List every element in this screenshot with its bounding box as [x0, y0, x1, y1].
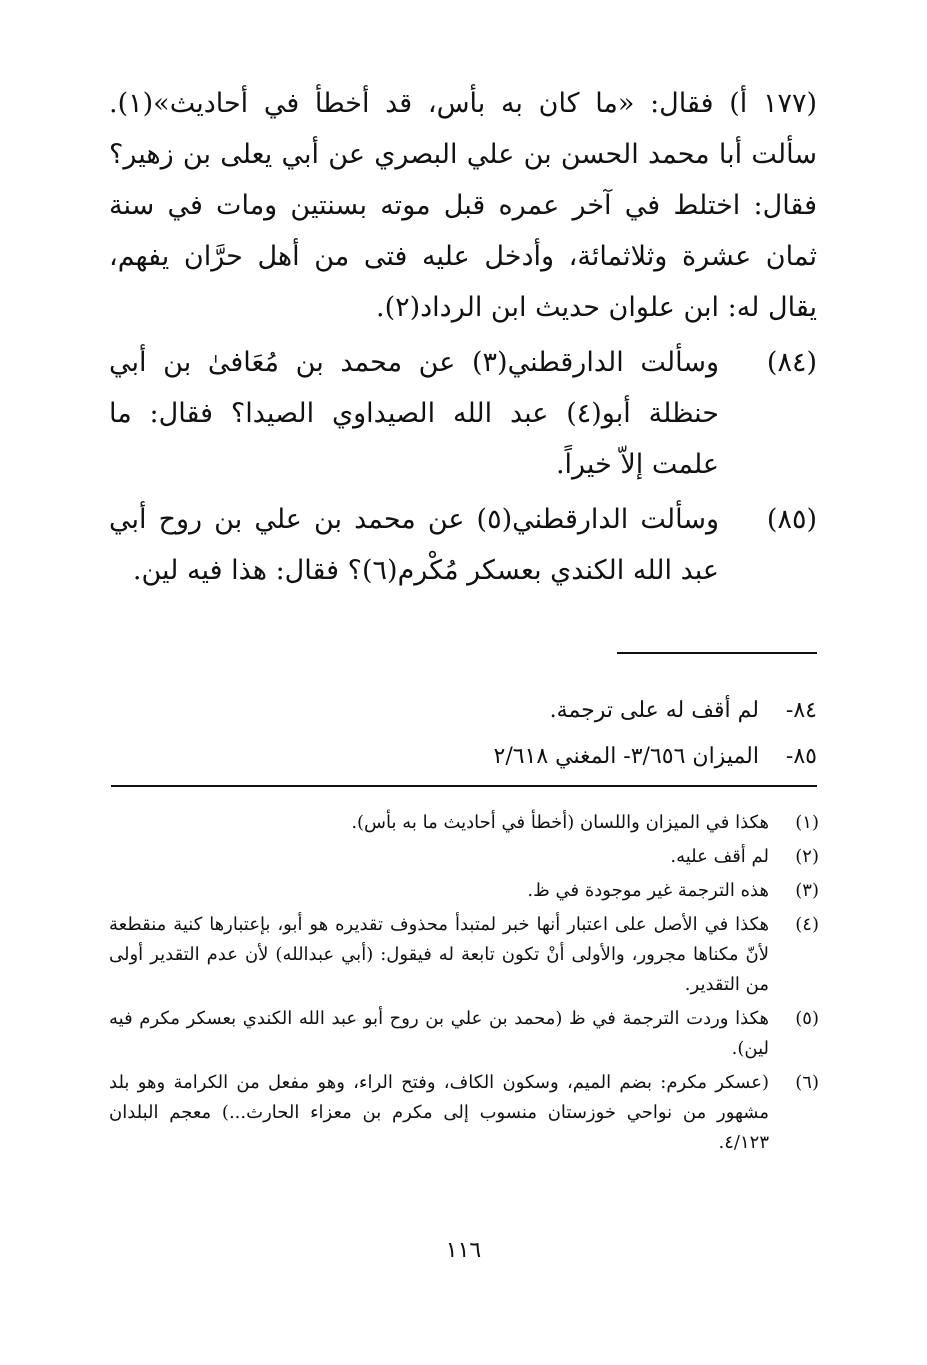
footnote [109, 876, 819, 906]
reference-text: الميزان ٣/٦٥٦- المغني ٢/٦١٨ [493, 744, 759, 769]
divider-bottom [111, 785, 817, 787]
page-number: ١١٦ [445, 1238, 482, 1263]
entry-text: وسألت الدارقطني(٣) عن محمد بن مُعَافىٰ بن أبي حنظلة أبو(٤) عبد الله الصيداوي الصيدا؟ فقال: ما علمت إلاّ خيراً. [109, 347, 719, 480]
footnote-number: (٥) [795, 1008, 819, 1029]
reference-item [111, 688, 817, 734]
entry-text: وسألت الدارقطني(٥) عن محمد بن علي بن روح أبي عبد الله الكندي بعسكر مُكْرم(٦)؟ فقال: هذا فيه لين. [109, 504, 720, 586]
entry-number: (٨٤) [766, 347, 817, 378]
footnote [109, 910, 819, 1000]
references [111, 688, 817, 780]
footnote [109, 842, 819, 872]
footnote-number: (٦) [795, 1072, 819, 1093]
footnotes [109, 808, 819, 1162]
footnote-number: (٢) [795, 846, 819, 867]
footnote [109, 808, 819, 838]
reference-number: ٨٥- [785, 744, 817, 769]
footnote-text: هكذا في الأصل على اعتبار أنها خبر لمتبدأ محذوف تقديره هو أبو، بإعتبارها كنية منقطعة لأنّ مكناها مجرور، والأولى أنْ تكون تابعة له فيقول: (أبي عبدالله) لأن عدم التقدير أولى من التقدير. [109, 914, 769, 995]
reference-number: ٨٤- [785, 698, 817, 723]
footnote-number: (١) [795, 812, 819, 833]
intro-paragraph: (١٧٧ أ) فقال: «ما كان به بأس، قد أخطأ في أحاديث»(١). سألت أبا محمد الحسن بن علي البصري عن أبي يعلى بن زهير؟ فقال: اختلط في آخر عمره قبل موته بسنتين ومات في سنة ثمان عشرة وثلاثمائة، وأدخل عليه فتى من أهل حرَّان يفهم، يقال له: ابن علوان حديث ابن الرداد(٢). [109, 88, 817, 323]
footnote-text: هكذا وردت الترجمة في ظ (محمد بن علي بن روح أبو عبد الله الكندي بعسكر مكرم فيه لين). [109, 1008, 769, 1059]
footnote-number: (٤) [795, 914, 819, 935]
footnote-text: هذه الترجمة غير موجودة في ظ. [527, 880, 769, 901]
main-text [109, 78, 817, 596]
footnote [109, 1068, 819, 1158]
reference-text: لم أقف له على ترجمة. [549, 698, 759, 723]
entry-84 [109, 337, 817, 490]
footnote-number: (٣) [795, 880, 819, 901]
divider-top [617, 652, 817, 654]
footnote-text: (عسكر مكرم: بضم الميم، وسكون الكاف، وفتح الراء، وهو مفعل من الكرامة وهو بلد مشهور من نواحي خوزستان منسوب إلى مكرم بن معزاء الحارث...) معجم البلدان ٤/١٢٣. [109, 1072, 769, 1153]
footnote-text: هكذا في الميزان واللسان (أخطأ في أحاديث ما به بأس). [351, 812, 769, 833]
footnote-text: لم أقف عليه. [670, 846, 769, 867]
entry-number: (٨٥) [766, 504, 817, 535]
entry-85 [109, 494, 817, 596]
footnote [109, 1004, 819, 1064]
reference-item [111, 734, 817, 780]
